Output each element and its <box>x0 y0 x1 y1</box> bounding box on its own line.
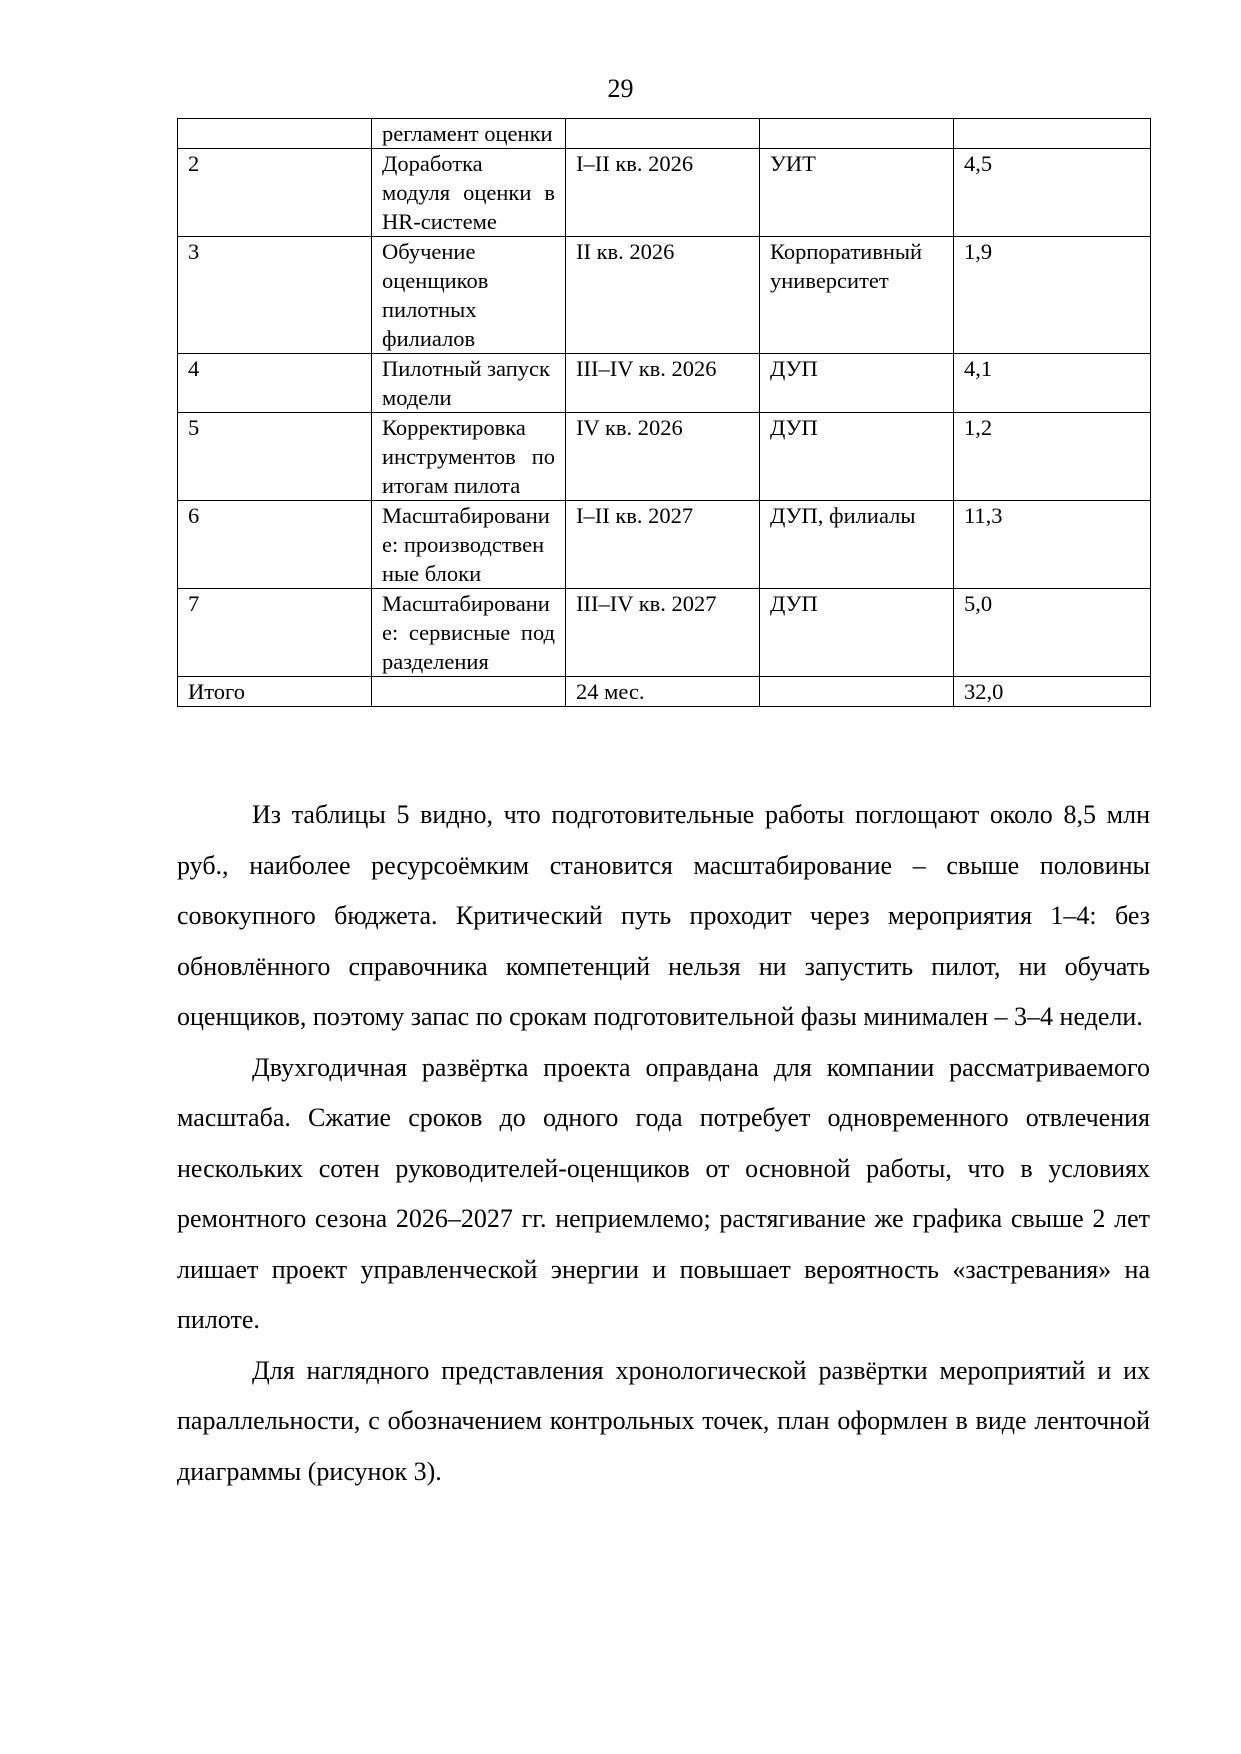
event-responsible: ДУП, филиалы <box>760 501 954 589</box>
row-number: 2 <box>178 149 372 237</box>
event-name: регламент оценки <box>372 119 566 149</box>
event-period: II кв. 2026 <box>566 237 760 354</box>
event-cost: 1,9 <box>954 237 1151 354</box>
event-responsible: Корпоративный университет <box>760 237 954 354</box>
table-row <box>178 413 1151 501</box>
event-name: Масштабирование: производственные блоки <box>372 501 566 589</box>
paragraph: Двухгодичная развёртка проекта оправдана для компании рассматриваемого масштаба. Сжатие сроков до одного года потребует одновременного отвлечения нескольких сотен руководителей-оценщиков от основной работы, что в условиях ремонтного сезона 2026–2027 гг. неприемлемо; растягивание же графика свыше 2 лет лишает проект управленческой энергии и повышает вероятность «застревания» на пилоте. <box>177 1052 1150 1334</box>
total-label: Итого <box>178 677 372 707</box>
paragraph: Для наглядного представления хронологической развёртки мероприятий и их параллельности, с обозначением контрольных точек, план оформлен в виде ленточной диаграммы (рисунок 3). <box>177 1355 1150 1486</box>
event-period: IV кв. 2026 <box>566 413 760 501</box>
row-number <box>178 119 372 149</box>
paragraph: Из таблицы 5 видно, что подготовительные работы поглощают около 8,5 млн руб., наиболее ресурсоёмким становится масштабирование – свыше половины совокупного бюджета. Критический путь проходит через мероприятия 1–4: без обновлённого справочника компетенций нельзя ни запустить пилот, ни обучать оценщиков, поэтому запас по срокам подготовительной фазы минимален – 3–4 недели. <box>177 800 1150 1031</box>
event-responsible: УИТ <box>760 149 954 237</box>
event-cost <box>954 119 1151 149</box>
event-responsible <box>760 119 954 149</box>
row-number: 5 <box>178 413 372 501</box>
event-cost: 1,2 <box>954 413 1151 501</box>
table-row <box>178 119 1151 149</box>
table-row <box>178 149 1151 237</box>
table-row <box>178 354 1151 413</box>
table-row <box>178 237 1151 354</box>
event-name: Доработка модуля оценки в HR-системе <box>372 149 566 237</box>
table-row <box>178 501 1151 589</box>
total-period: 24 мес. <box>566 677 760 707</box>
event-name: Обучение оценщиков пилотных филиалов <box>372 237 566 354</box>
event-responsible: ДУП <box>760 413 954 501</box>
row-number: 4 <box>178 354 372 413</box>
row-number: 7 <box>178 589 372 677</box>
event-period: III–IV кв. 2027 <box>566 589 760 677</box>
total-responsible <box>760 677 954 707</box>
implementation-plan-table <box>177 118 1151 707</box>
event-cost: 4,1 <box>954 354 1151 413</box>
event-name: Пилотный запуск модели <box>372 354 566 413</box>
event-period: I–II кв. 2027 <box>566 501 760 589</box>
event-cost: 11,3 <box>954 501 1151 589</box>
event-period <box>566 119 760 149</box>
body-text <box>177 790 1150 1497</box>
total-cost: 32,0 <box>954 677 1151 707</box>
event-cost: 5,0 <box>954 589 1151 677</box>
event-cost: 4,5 <box>954 149 1151 237</box>
event-responsible: ДУП <box>760 589 954 677</box>
table-total-row <box>178 677 1151 707</box>
total-event <box>372 677 566 707</box>
event-responsible: ДУП <box>760 354 954 413</box>
page-number: 29 <box>607 74 634 103</box>
row-number: 6 <box>178 501 372 589</box>
table-row <box>178 589 1151 677</box>
event-period: III–IV кв. 2026 <box>566 354 760 413</box>
event-name: Масштабирование: сервисные подразделения <box>372 589 566 677</box>
event-name: Корректировка инструментов по итогам пилота <box>372 413 566 501</box>
row-number: 3 <box>178 237 372 354</box>
event-period: I–II кв. 2026 <box>566 149 760 237</box>
